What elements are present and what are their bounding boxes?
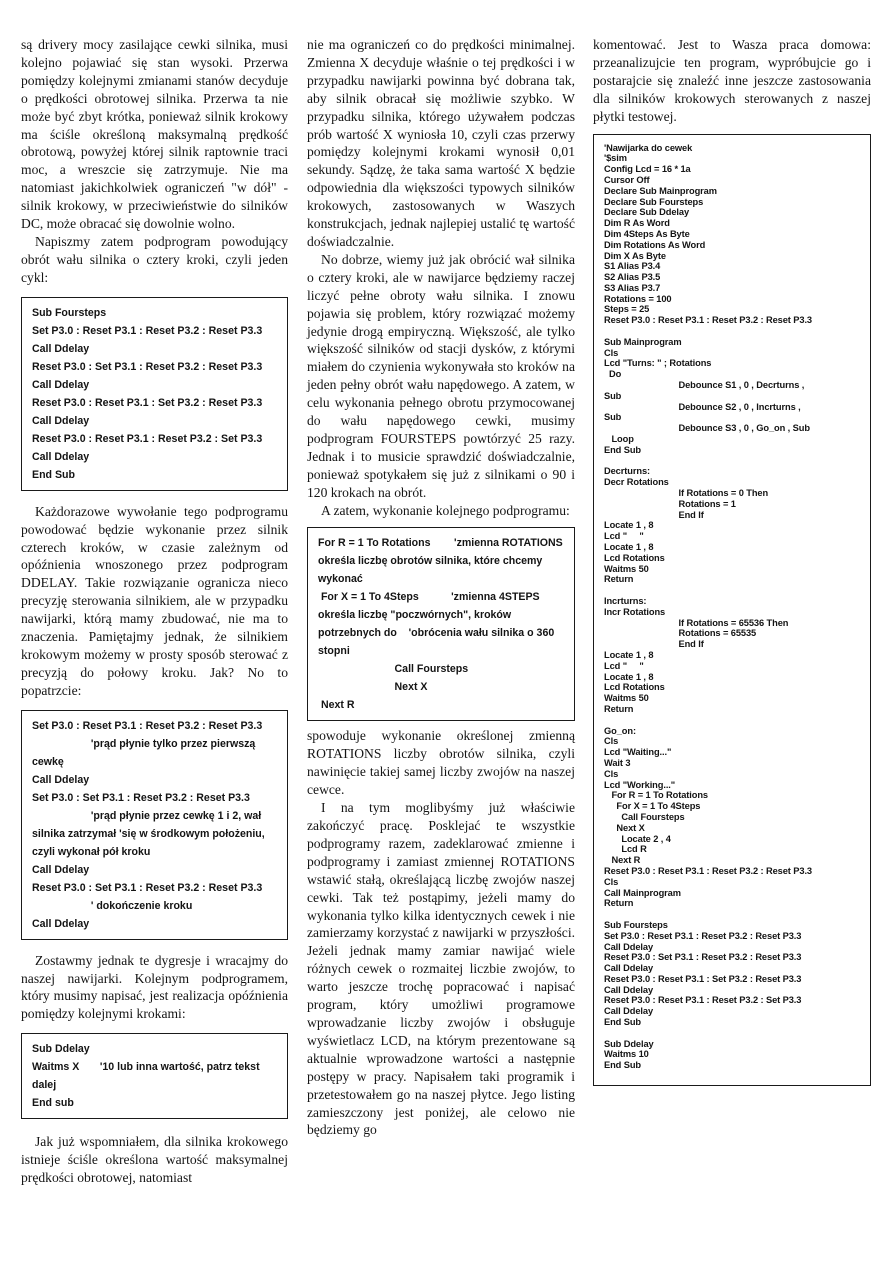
code-line: Call Ddelay bbox=[32, 917, 90, 930]
code-line: Next X bbox=[318, 681, 428, 694]
paragraph: No dobrze, wiemy już jak obrócić wał silnika o cztery kroki, ale w nawijarce będziemy raczej liczyć pełne obroty wału silnika. I znowu pojawia się problem, który rozwiązać możemy jedynie drogą empiryczną. Większość, ale tylko większość silników od stacji dysków, z którymi miałem do czynienia wykonywała sto kroków na jeden pełny obrót wału napędowego. A zatem, w celu wykonania pełnego obrotu przymocowanej do wału napędowego cewki, musimy podprogram FOURSTEPS powtórzyć 25 razy. Jednak i to musicie sprawdzić doświadczalnie, ponieważ spotykałem się już z silnikami o 90 i 120 krokach na obrót. bbox=[307, 251, 575, 500]
code-line: 'prąd płynie tylko przez pierwszą cewkę bbox=[32, 737, 259, 768]
code-line: Set P3.0 : Reset P3.1 : Reset P3.2 : Reset P3.3 bbox=[604, 930, 802, 941]
code-line: Lcd Rotations bbox=[604, 682, 665, 693]
paragraph: A zatem, wykonanie kolejnego podprogramu: bbox=[321, 502, 570, 518]
code-line: Waitms 10 bbox=[604, 1049, 649, 1060]
paragraph: są drivery mocy zasilające cewki silnika, musi kolejno pojawiać się stan wysoki. Przerwa pomiędzy kolejnymi zmianami stanów decyduje o prędkości obrotowej silnika. Przerwa ta nie może być zbyt krótka, ponieważ silnik krokowy ma ściśle określoną maksymalną prędkość obrotową, powyżej której silnik raptownie traci moc, a wreszcie się zatrzymuje. Nie ma natomiast jakichkolwiek ograniczeń "w dół" - silnik krokowy, w przeciwieństwie do silników DC, może obracać się dowolnie wolno. bbox=[21, 37, 288, 232]
code-line: S3 Alias P3.7 bbox=[604, 282, 661, 293]
code-line: Sub Foursteps bbox=[604, 919, 668, 930]
code-line: End Sub bbox=[604, 1060, 642, 1071]
code-line: Incrturns: bbox=[604, 596, 647, 606]
code-line: Reset P3.0 : Reset P3.1 : Set P3.2 : Reset P3.3 bbox=[604, 973, 802, 984]
code-line: Call Foursteps bbox=[604, 811, 685, 822]
code-line: For X = 1 To 4Steps bbox=[604, 801, 701, 812]
code-line: Cls bbox=[604, 876, 619, 887]
code-line: Cls bbox=[604, 768, 619, 779]
code-line: Lcd "Turns: " ; Rotations bbox=[604, 358, 712, 369]
code-line: Waitms 50 bbox=[604, 693, 649, 704]
code-line: Reset P3.0 : Set P3.1 : Reset P3.2 : Reset P3.3 bbox=[32, 360, 263, 373]
code-line: S1 Alias P3.4 bbox=[604, 261, 661, 272]
code-line: End Sub bbox=[604, 1017, 642, 1028]
paragraph: Jak już wspomniałem, dla silnika krokowego istnieje ściśle określona wartość maksymalnej prędkości obrotowej, natomiast bbox=[21, 1134, 288, 1186]
code-line: Debounce S2 , 0 , Incrturns , bbox=[604, 401, 801, 412]
code-line: Steps = 25 bbox=[604, 304, 650, 315]
code-line: Debounce S1 , 0 , Decrturns , bbox=[604, 380, 805, 391]
code-line: Locate 1 , 8 bbox=[604, 671, 654, 682]
code-line: For R = 1 To Rotations bbox=[604, 790, 708, 801]
code-line: Call Ddelay bbox=[32, 378, 90, 391]
code-line: Call Ddelay bbox=[32, 773, 90, 786]
code-line: Lcd " " bbox=[604, 531, 644, 542]
code-line: Rotations = 100 bbox=[604, 293, 672, 304]
code-blank-line bbox=[604, 585, 860, 596]
code-line: Reset P3.0 : Set P3.1 : Reset P3.2 : Reset P3.3 bbox=[604, 952, 802, 963]
code-blank-line bbox=[604, 456, 860, 467]
code-line: Config Lcd = 16 * 1a bbox=[604, 164, 691, 175]
code-blank-line bbox=[604, 715, 860, 726]
code-line: Waitms 50 bbox=[604, 563, 649, 574]
code-line: Dim X As Byte bbox=[604, 250, 666, 261]
column-middle bbox=[307, 36, 575, 1139]
code-line: Call Mainprogram bbox=[604, 887, 681, 898]
code-line: Incr Rotations bbox=[604, 606, 666, 617]
code-line: Call Ddelay bbox=[604, 941, 654, 952]
code-line: Set P3.0 : Reset P3.1 : Reset P3.2 : Reset P3.3 bbox=[32, 719, 263, 732]
code-blank-line bbox=[604, 1028, 860, 1039]
code-box-halfstep bbox=[21, 710, 288, 940]
code-line: Locate 2 , 4 bbox=[604, 833, 671, 844]
code-line: End sub bbox=[32, 1097, 74, 1110]
code-line: Waitms X '10 lub inna wartość, patrz tekst dalej bbox=[32, 1061, 263, 1092]
code-line: Lcd R bbox=[604, 844, 647, 855]
paragraph: Napiszmy zatem podprogram powodujący obrót wału silnika o cztery kroki, czyli jeden cykl: bbox=[21, 233, 288, 285]
code-line: Sub Mainprogram bbox=[604, 336, 682, 347]
code-line: Reset P3.0 : Reset P3.1 : Reset P3.2 : Set P3.3 bbox=[32, 432, 263, 445]
code-line: Debounce S3 , 0 , Go_on , Sub bbox=[604, 423, 810, 434]
code-blank-line bbox=[604, 909, 860, 920]
code-line: Sub Foursteps bbox=[32, 306, 107, 319]
code-line: Lcd "Waiting..." bbox=[604, 747, 672, 758]
code-line: Decrturns: bbox=[604, 466, 651, 477]
code-listing-nawijarka bbox=[593, 134, 871, 1087]
code-line: Locate 1 , 8 bbox=[604, 542, 654, 553]
column-left bbox=[21, 36, 288, 1187]
code-line: 'prąd płynie przez cewkę 1 i 2, wał silnika zatrzymał 'się w środkowym położeniu, czyli wykonał pół kroku bbox=[32, 809, 268, 858]
paragraph: spowoduje wykonanie określonej zmienną ROTATIONS liczby obrotów silnika, czyli nawinięcie takiej samej liczby zwojów na naszej cewce. bbox=[307, 728, 575, 798]
code-line: Do bbox=[604, 369, 622, 380]
code-line: Cls bbox=[604, 736, 619, 747]
code-line: Rotations = 1 bbox=[604, 498, 736, 509]
code-line: Sub bbox=[604, 412, 622, 423]
column-right bbox=[593, 36, 871, 1086]
paragraph: Każdorazowe wywołanie tego podprogramu powodować będzie wykonanie przez silnik czterech kroków, w czasie zależnym od opóźnienia wnoszonego przez podprogram DDELAY. Takie rozwiązanie ogranicza nieco precyzję sterowania silnikiem, ale w przypadku nawijarki, którą mamy zbudować, nie ma to znaczenia. Pamiętajmy jednak, że silnikiem krokowym możemy w prosty sposób sterować z precyzją do połowy kroku. Jak? No to popatrzcie: bbox=[21, 503, 288, 698]
code-line: Reset P3.0 : Reset P3.1 : Set P3.2 : Reset P3.3 bbox=[32, 396, 263, 409]
paragraph: I na tym moglibyśmy już właściwie zakończyć pracę. Posklejać te wszystkie podprogramy razem, zadeklarować zmienne i podprogramy i zamiast zmiennej ROTATIONS wstawić stałą, określającą liczbę zwojów naszej cewki. Tak też postąpimy, jeżeli mamy do wykonania tylko kilka identycznych cewek i nie zamierzamy korzystać z nawijarki w przyszłości. Jeżeli jednak mamy zamiar nawijać wiele różnych cewek o rozmaitej liczbie zwojów, to warto jeszcze trochę popracować i napisać program, który umożliwi programowe wprowadzanie liczby zwojów i obsługuje wyświetlacz LCD, na którym prezentowane są aktualnie wprowadzone wartości a następnie postępy w pracy. Napisałem taki programik i przetestowałem go na naszej płytce. Jego listing zamieszczony jest poniżej, ale celowo nie będziemy go bbox=[307, 800, 575, 1138]
code-line: Reset P3.0 : Set P3.1 : Reset P3.2 : Reset P3.3 bbox=[32, 881, 263, 894]
code-line: Declare Sub Ddelay bbox=[604, 207, 690, 218]
code-line: Call Ddelay bbox=[32, 863, 90, 876]
paragraph: Zostawmy jednak te dygresje i wracajmy do naszej nawijarki. Kolejnym podprogramem, który musimy napisać, jest realizacja opóźnienia pomiędzy kolejnymi krokami: bbox=[21, 952, 288, 1022]
code-line: Return bbox=[604, 898, 634, 909]
code-line: Return bbox=[604, 574, 634, 585]
code-line: Lcd "Working..." bbox=[604, 779, 676, 790]
code-line: S2 Alias P3.5 bbox=[604, 272, 661, 283]
code-line: For R = 1 To Rotations 'zmienna ROTATIONS określa liczbę obrotów silnika, które chcemy wykonać bbox=[318, 537, 566, 586]
code-box-ddelay bbox=[21, 1033, 288, 1119]
code-line: Lcd Rotations bbox=[604, 552, 665, 563]
code-line: Sub bbox=[604, 390, 622, 401]
code-line: Reset P3.0 : Reset P3.1 : Reset P3.2 : Reset P3.3 bbox=[604, 865, 813, 876]
code-line: Call Ddelay bbox=[604, 984, 654, 995]
code-line: Dim R As Word bbox=[604, 218, 670, 229]
code-line: Cursor Off bbox=[604, 174, 650, 185]
code-line: Next X bbox=[604, 822, 645, 833]
code-line: End If bbox=[604, 639, 704, 650]
code-line: Rotations = 65535 bbox=[604, 628, 757, 639]
paragraph: nie ma ograniczeń co do prędkości minimalnej. Zmienna X decyduje właśnie o tej prędkości i w przypadku nawijarki powinna być dobrana tak, aby silnik obracał się możliwie szybko. W przypadku silnika, którego używałem podczas prób wartość X wyniosła 10, czyli czas przerwy pomiędzy kolejnymi krokami wynosił 0,01 sekundy. Sądzę, że taka sama wartość X będzie odpowiednia dla większości typowych silników krokowych, zastosowanych w Waszych konstrukcjach, jednak najlepiej ustalić tę wartość doświadczalnie. bbox=[307, 37, 575, 249]
code-line: Go_on: bbox=[604, 725, 636, 736]
code-box-for-loop bbox=[307, 527, 575, 721]
code-line: Wait 3 bbox=[604, 757, 631, 768]
code-line: Call Foursteps bbox=[318, 663, 469, 676]
code-line: '$sim bbox=[604, 153, 627, 164]
code-line: Call Ddelay bbox=[32, 342, 90, 355]
code-line: Dim Rotations As Word bbox=[604, 239, 706, 250]
code-line: Next R bbox=[318, 699, 355, 712]
code-line: If Rotations = 0 Then bbox=[604, 488, 769, 499]
code-line: End Sub bbox=[604, 444, 642, 455]
code-line: Decr Rotations bbox=[604, 477, 669, 488]
code-line: Reset P3.0 : Reset P3.1 : Reset P3.2 : Reset P3.3 bbox=[604, 315, 813, 326]
code-line: ' dokończenie kroku bbox=[32, 899, 193, 912]
code-line: End Sub bbox=[32, 468, 75, 481]
code-line: Set P3.0 : Reset P3.1 : Reset P3.2 : Reset P3.3 bbox=[32, 324, 263, 337]
code-line: Call Ddelay bbox=[32, 450, 90, 463]
code-line: Locate 1 , 8 bbox=[604, 649, 654, 660]
code-line: Return bbox=[604, 703, 634, 714]
code-line: Declare Sub Foursteps bbox=[604, 196, 704, 207]
code-blank-line bbox=[604, 326, 860, 337]
code-line: Call Ddelay bbox=[604, 963, 654, 974]
code-line: Set P3.0 : Set P3.1 : Reset P3.2 : Reset P3.3 bbox=[32, 791, 250, 804]
code-line: Sub Ddelay bbox=[604, 1038, 654, 1049]
code-line: Call Ddelay bbox=[604, 1006, 654, 1017]
code-line: End If bbox=[604, 509, 704, 520]
code-box-foursteps bbox=[21, 297, 288, 491]
paragraph: komentować. Jest to Wasza praca domowa: przeanalizujcie ten program, wypróbujcie go i postarajcie się znaleźć inne jeszcze zastosowania dla silników krokowych sterowanych z naszej płytki testowej. bbox=[593, 37, 871, 124]
code-line: If Rotations = 65536 Then bbox=[604, 617, 789, 628]
code-line: Lcd " " bbox=[604, 660, 644, 671]
code-line: 'Nawijarka do cewek bbox=[604, 142, 693, 153]
code-line: Cls bbox=[604, 347, 619, 358]
code-line: Next R bbox=[604, 855, 641, 866]
code-line: Sub Ddelay bbox=[32, 1043, 90, 1056]
code-line: Dim 4Steps As Byte bbox=[604, 228, 690, 239]
code-line: Reset P3.0 : Reset P3.1 : Reset P3.2 : Set P3.3 bbox=[604, 995, 802, 1006]
code-line: Declare Sub Mainprogram bbox=[604, 185, 717, 196]
code-line: For X = 1 To 4Steps 'zmienna 4STEPS określa liczbę "poczwórnych", kroków potrzebnych do 'obrócenia wału silnika o 360 stopni bbox=[318, 591, 558, 658]
code-line: Loop bbox=[604, 434, 634, 445]
code-line: Call Ddelay bbox=[32, 414, 90, 427]
code-line: Locate 1 , 8 bbox=[604, 520, 654, 531]
